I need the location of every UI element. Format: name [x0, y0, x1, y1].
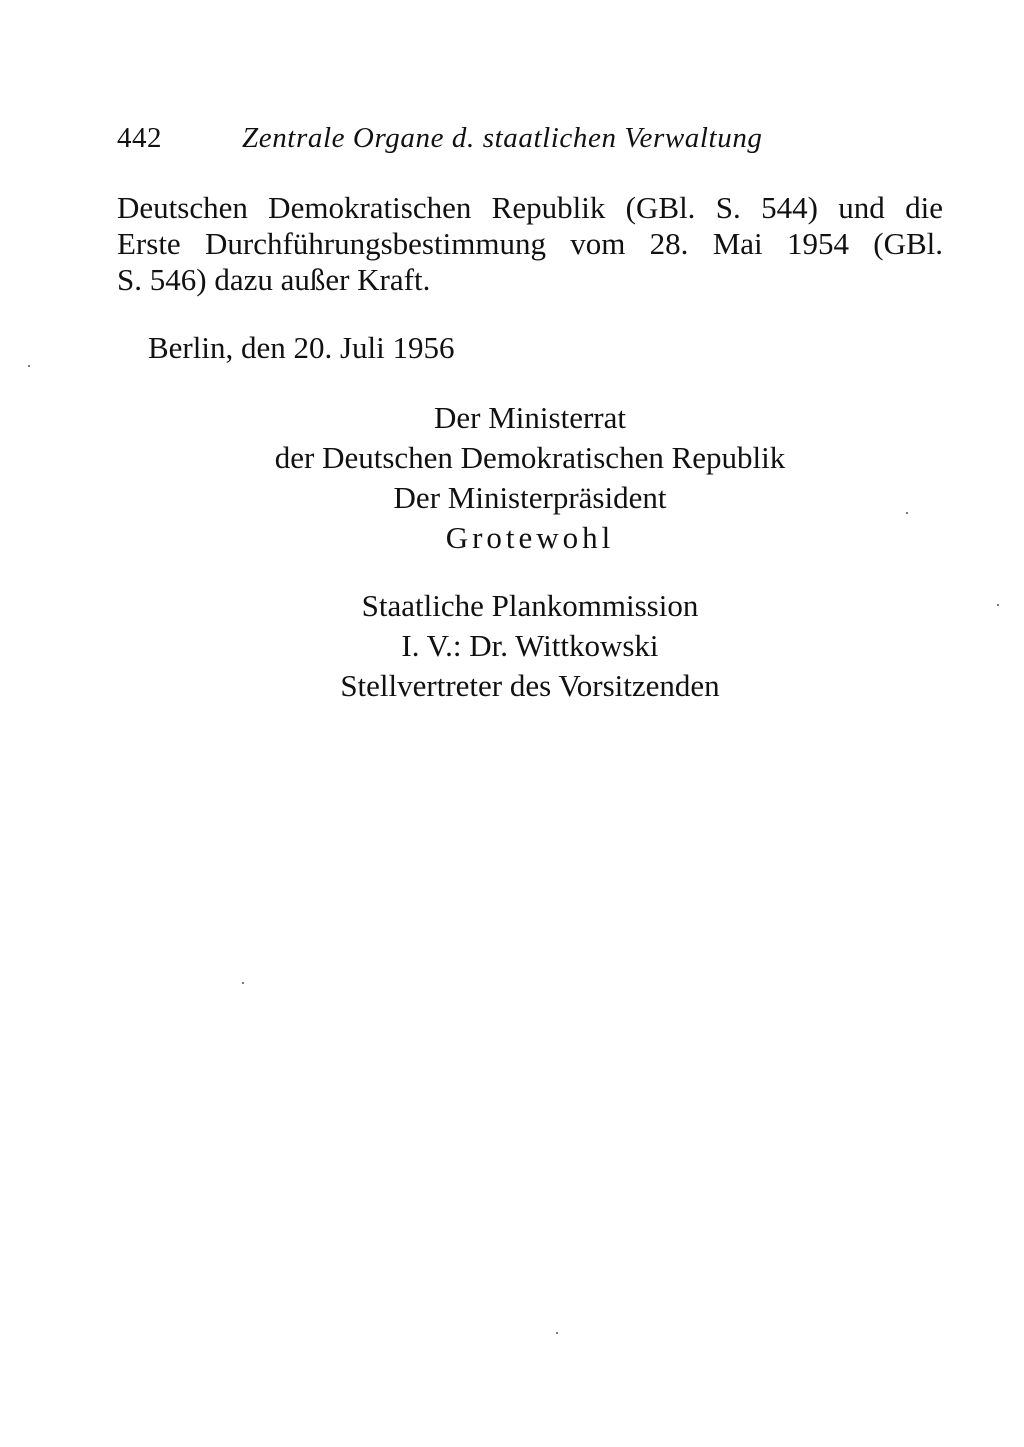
- signature-block-council: [230, 398, 830, 558]
- commission-signatory-name: I. V.: Dr. Wittkowski: [401, 628, 659, 663]
- council-signatory-name: Grotewohl: [445, 520, 615, 555]
- commission-line-1: Staatliche Plankommission: [361, 588, 699, 623]
- scan-speck: [242, 982, 244, 984]
- commission-signatory-role: Stellvertreter des Vorsitzenden: [340, 668, 720, 703]
- council-line-3: Der Ministerpräsident: [393, 480, 667, 515]
- body-line-1: Deutschen Demokratischen Republik (GBl. S. 544) und die: [117, 190, 943, 225]
- scan-speck: [997, 604, 999, 606]
- page-number: 442: [117, 122, 162, 154]
- signature-block-commission: [230, 586, 830, 706]
- body-line-3: S. 546) dazu außer Kraft.: [117, 262, 431, 297]
- scan-speck: [906, 512, 908, 514]
- body-line-2: Erste Durchführungsbestimmung vom 28. Mai 1954 (GBl.: [117, 226, 943, 261]
- running-head: [117, 118, 827, 162]
- council-line-2: der Deutschen Demokratischen Republik: [274, 440, 786, 475]
- council-line-1: Der Ministerrat: [434, 400, 626, 435]
- scan-speck: [556, 1332, 558, 1334]
- scan-speck: [28, 365, 30, 367]
- running-head-title: Zentrale Organe d. staatlichen Verwaltung: [242, 122, 763, 154]
- body-paragraph: [117, 190, 943, 298]
- place-and-date: Berlin, den 20. Juli 1956: [148, 330, 455, 365]
